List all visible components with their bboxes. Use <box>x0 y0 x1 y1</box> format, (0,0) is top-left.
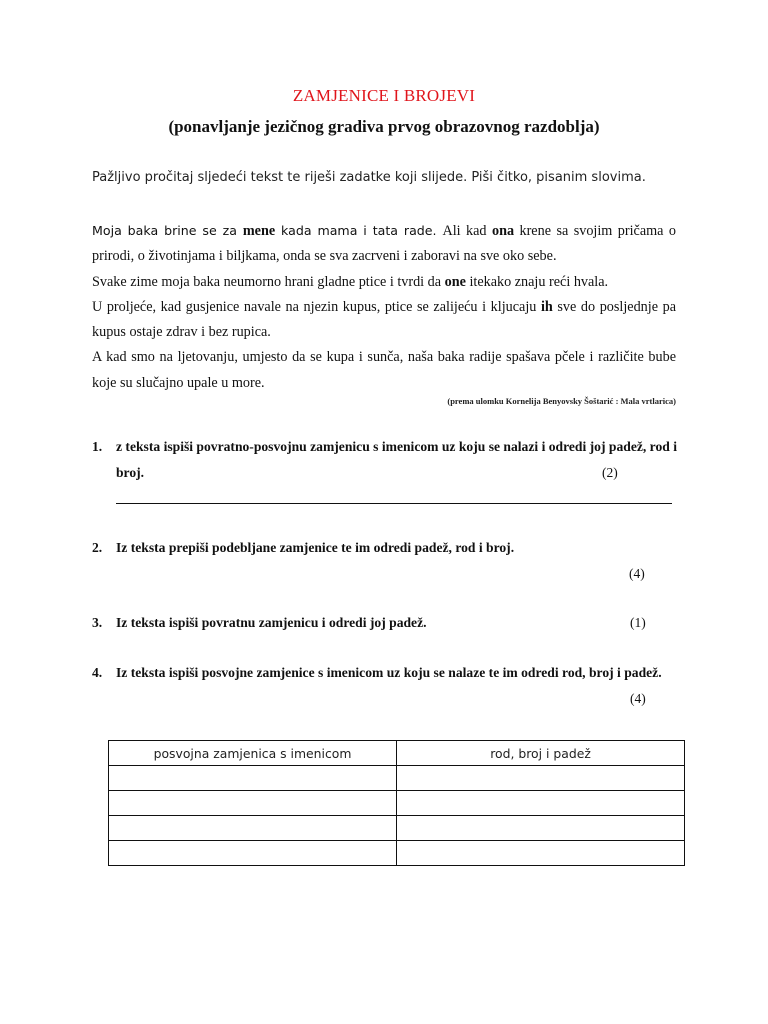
table-cell[interactable] <box>109 841 397 866</box>
question-number: 3. <box>92 615 103 630</box>
question-points: (1) <box>630 615 646 630</box>
story-text-span: Svake zime moja baka neumorno hrani gladne ptice i tvrdi da <box>92 273 445 290</box>
story-text-span: Ali kad <box>442 223 492 239</box>
question-text: Iz teksta ispiši povratnu zamjenicu i odredi joj padež. <box>116 615 427 630</box>
table-cell[interactable] <box>397 791 685 816</box>
story-text-span: itekako znaju reći hvala. <box>465 273 609 290</box>
question-number: 2. <box>92 540 103 555</box>
question-4 <box>92 660 692 716</box>
bold-pronoun: one <box>444 273 466 290</box>
story-paragraph-4: A kad smo na ljetovanju, umjesto da se kupa i sunča, naša baka radije spašava pčele i različite bube koje su slučajno upale u more. <box>92 349 676 391</box>
table-cell[interactable] <box>397 816 685 841</box>
bold-pronoun: ih <box>540 298 553 315</box>
question-points: (4) <box>630 691 646 706</box>
table-cell[interactable] <box>109 816 397 841</box>
table-header-cell: rod, broj i padež <box>397 741 685 766</box>
page-subtitle: (ponavljanje jezičnog gradiva prvog obrazovnog razdoblja) <box>168 117 600 136</box>
bold-pronoun: ona <box>491 223 515 239</box>
answer-line[interactable] <box>116 503 672 504</box>
table-cell[interactable] <box>109 791 397 816</box>
table-header-cell: posvojna zamjenica s imenicom <box>109 741 397 766</box>
story-text-span: krene sa svojim pričama o prirodi, o životinjama i biljkama, onda se sva zacrveni i zaboravi na sve oko sebe. <box>92 223 676 265</box>
table-cell[interactable] <box>109 766 397 791</box>
story-paragraph-1 <box>92 218 676 270</box>
page-title: ZAMJENICE I BROJEVI <box>292 86 476 105</box>
story-text <box>92 218 676 396</box>
table-row <box>109 791 685 816</box>
question-3 <box>92 610 692 638</box>
table-row <box>109 816 685 841</box>
question-number: 1. <box>92 439 103 454</box>
story-text-span: Moja baka brine se za <box>92 223 243 238</box>
table-row <box>109 841 685 866</box>
story-text-span: kada mama i tata rade. <box>275 223 443 238</box>
story-paragraph-3 <box>92 295 676 346</box>
question-text: Iz teksta ispiši posvojne zamjenice s imenicom uz koju se nalaze te im odredi rod, broj i padež. <box>116 665 662 680</box>
story-text-span: sve do posljednje pa kupus ostaje zdrav i bez rupica. <box>92 298 677 341</box>
bold-pronoun: mene <box>242 223 276 239</box>
question-1 <box>92 434 692 490</box>
story-text-span: U proljeće, kad gusjenice navale na njezin kupus, ptice se zalijeću i kljucaju <box>92 298 541 315</box>
question-number: 4. <box>92 665 103 680</box>
question-2 <box>92 535 692 591</box>
answer-table <box>108 740 685 866</box>
table-cell[interactable] <box>397 841 685 866</box>
question-points: (4) <box>629 566 645 581</box>
story-paragraph-2 <box>92 270 676 295</box>
table-row <box>109 766 685 791</box>
question-points: (2) <box>602 465 618 480</box>
instruction-text: Pažljivo pročitaj sljedeći tekst te riješi zadatke koji slijede. Piši čitko, pisanim slovima. <box>92 170 646 185</box>
table-header-row <box>109 741 685 766</box>
source-citation: (prema ulomku Kornelija Benyovsky Šoštarić : Mala vrtlarica) <box>447 396 676 406</box>
question-text: Iz teksta prepiši podebljane zamjenice te im odredi padež, rod i broj. <box>116 540 515 555</box>
question-text: z teksta ispiši povratno-posvojnu zamjenicu s imenicom uz koju se nalazi i odredi joj padež, rod i broj. <box>116 439 678 480</box>
table-cell[interactable] <box>397 766 685 791</box>
